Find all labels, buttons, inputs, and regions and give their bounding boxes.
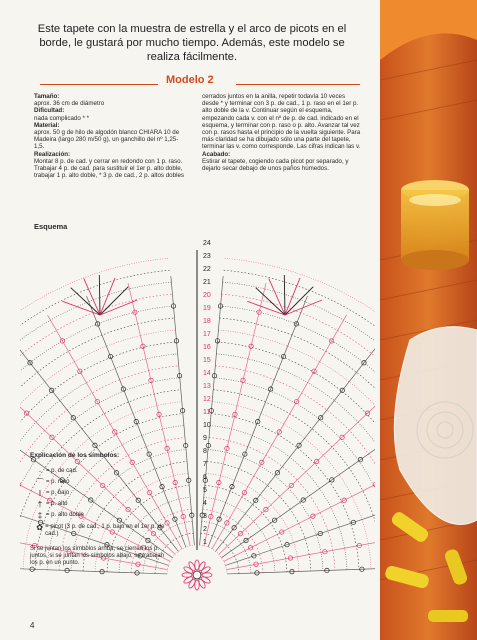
chart-spoke (204, 283, 266, 546)
round-number-label: 19 (203, 305, 211, 312)
heading-realization: Realización: (34, 150, 71, 158)
section-difficulty (34, 107, 184, 121)
legend-label-single: = p. bajo (46, 489, 70, 496)
candle-glass-icon (401, 180, 469, 270)
intro-text: Este tapete con la muestra de estrella y el arco de picots en el borde, le gustará por mucho tiempo. Además, este modelo se realiza fácilmente. (37, 23, 347, 63)
alto-doble-icon: ‡ (37, 510, 43, 520)
chart-spoke (224, 439, 375, 561)
legend-label-double: = p. alto (46, 500, 68, 507)
center-flower (182, 560, 212, 590)
header-rule-left (40, 84, 158, 85)
round-number-label: 5 (203, 487, 207, 494)
chart-spoke (222, 402, 375, 558)
round-number-label: 15 (203, 357, 211, 364)
dot-icon: · (38, 466, 42, 476)
round-number-label: 7 (203, 461, 207, 468)
chart-fan-top (99, 275, 100, 315)
picot-icon: ✿ (36, 522, 43, 532)
heading-finishing: Acabado: (202, 150, 231, 158)
legend-item-slip (34, 477, 170, 488)
round-number-label: 14 (203, 370, 211, 377)
text-realization: Montar 8 p. de cad. y cerrar en redondo con 1 p. raso. Trabajar 4 p. de cad. para sustituir el 1er p. alto doble, trabajar 1 p. alto doble, * 3 p. de cad., 2 p. altos dobles (34, 157, 184, 180)
symbol-legend (30, 452, 170, 567)
chart-round-arc (216, 354, 375, 567)
round-number-label: 16 (203, 344, 211, 351)
left-column (34, 93, 184, 179)
text-continuation: cerrados juntos en la anilla, repetir todavía 10 veces desde * y terminar con 3 p. de cad., 1 p. raso en el 1er p. alto doble de la v. Continuar según el esquema, empezando cada v. con el nº de p. de cad. indicado en el esquema, y terminar con p. raso o p. alto. Avanzar tal vez con p. rasos hasta el principio de la vuelta siguiente. Para más claridad se ha dibujado sólo una parte del tapete, terminar las v. como corresponde. Las cifras indican las v. (202, 93, 361, 151)
round-number-label: 13 (203, 383, 211, 390)
chart-fan-top (71, 288, 100, 315)
legend-item-chain (34, 466, 170, 477)
photo-illustration (380, 0, 477, 640)
round-number-label: 10 (203, 422, 211, 429)
section-continuation (202, 93, 362, 151)
chart-round-arc (213, 390, 375, 569)
chart-round-arc (219, 318, 375, 566)
alto-icon: † (37, 499, 43, 509)
round-number-label: 2 (203, 526, 207, 533)
round-number-label: 22 (203, 266, 211, 273)
chart-round-arc (167, 545, 194, 574)
chart-spoke (171, 276, 195, 545)
chart-round-arc (200, 545, 227, 574)
chart-spoke (227, 565, 375, 574)
round-number-label: 21 (203, 279, 211, 286)
chart-fan-top (256, 288, 285, 315)
legend-title: Explicación de los símbolos: (30, 452, 120, 459)
section-material (34, 122, 184, 151)
text-material: aprox. 50 g de hilo de algodón blanco CHIARA 10 de Madeira (largo 280 m/50 g), un ganchillo del nº 1,25-1,5. (34, 129, 180, 151)
text-finishing: Estirar el tapete, cogiendo cada picot por separado, y dejarlo secar debajo de unos paños húmedos. (202, 157, 349, 173)
round-number-label: 1 (203, 539, 207, 546)
right-column (202, 93, 362, 172)
heading-material: Material: (34, 121, 60, 129)
legend-label-treble: = p. alto doble (46, 511, 84, 518)
chart-spoke (227, 521, 375, 569)
round-number-label: 6 (203, 474, 207, 481)
round-number-label: 23 (203, 253, 211, 260)
chart-round-arc (221, 306, 375, 566)
chart-round-arc (225, 258, 375, 564)
heading-size: Tamaño: (34, 93, 60, 100)
round-number-label: 8 (203, 448, 207, 455)
arc-icon: ⌒ (36, 477, 44, 487)
text-size: aprox. 36 cm de diámetro (34, 100, 105, 108)
flower-center (193, 571, 201, 579)
bar-icon: I (38, 488, 42, 498)
round-number-label: 4 (203, 500, 207, 507)
schema-title: Esquema (34, 222, 68, 231)
chart-stitch (20, 482, 21, 486)
legend-item-picot (34, 524, 170, 538)
section-size (34, 93, 184, 107)
section-realization (34, 151, 184, 180)
round-number-label: 11 (203, 409, 211, 416)
chart-spoke (212, 315, 347, 549)
round-number-label: 18 (203, 318, 211, 325)
legend-label-slip: = p. raso (46, 478, 70, 485)
legend-note: Si se juntan los símbolos arriba, se cierran los p. juntos, si se juntan los símbolos abajo, se trabajan los p. en un punto. (30, 545, 165, 566)
chart-fan-top (285, 287, 313, 315)
round-number-label: 17 (203, 331, 211, 338)
model-title: Modelo 2 (162, 74, 218, 86)
round-number-label: 3 (203, 513, 207, 520)
page-number: 4 (30, 621, 35, 630)
round-number-label: 24 (203, 240, 211, 247)
legend-item-single (34, 488, 170, 499)
chart-fan-top (100, 287, 128, 315)
chart-spoke (216, 339, 375, 551)
chart-spoke (208, 296, 307, 547)
legend-label-picot: = picot (3 p. de cad., 1 p. bajo en el 1er p. de cad.) (45, 523, 165, 537)
legend-label-chain: = p. de cad. (46, 467, 78, 474)
round-number-label: 20 (203, 292, 211, 299)
chart-round-arc (214, 378, 375, 568)
section-finishing (202, 151, 362, 173)
legend-item-double (34, 499, 170, 510)
table-photo (380, 0, 477, 640)
text-difficulty: nada complicado * * (34, 114, 90, 122)
round-labels (203, 240, 211, 546)
heading-difficulty: Dificultad: (34, 107, 65, 115)
legend-item-treble (34, 510, 170, 521)
round-number-label: 12 (203, 396, 211, 403)
round-number-label: 9 (203, 435, 207, 442)
header-rule-right (236, 84, 360, 85)
chart-fan-top (284, 275, 285, 315)
